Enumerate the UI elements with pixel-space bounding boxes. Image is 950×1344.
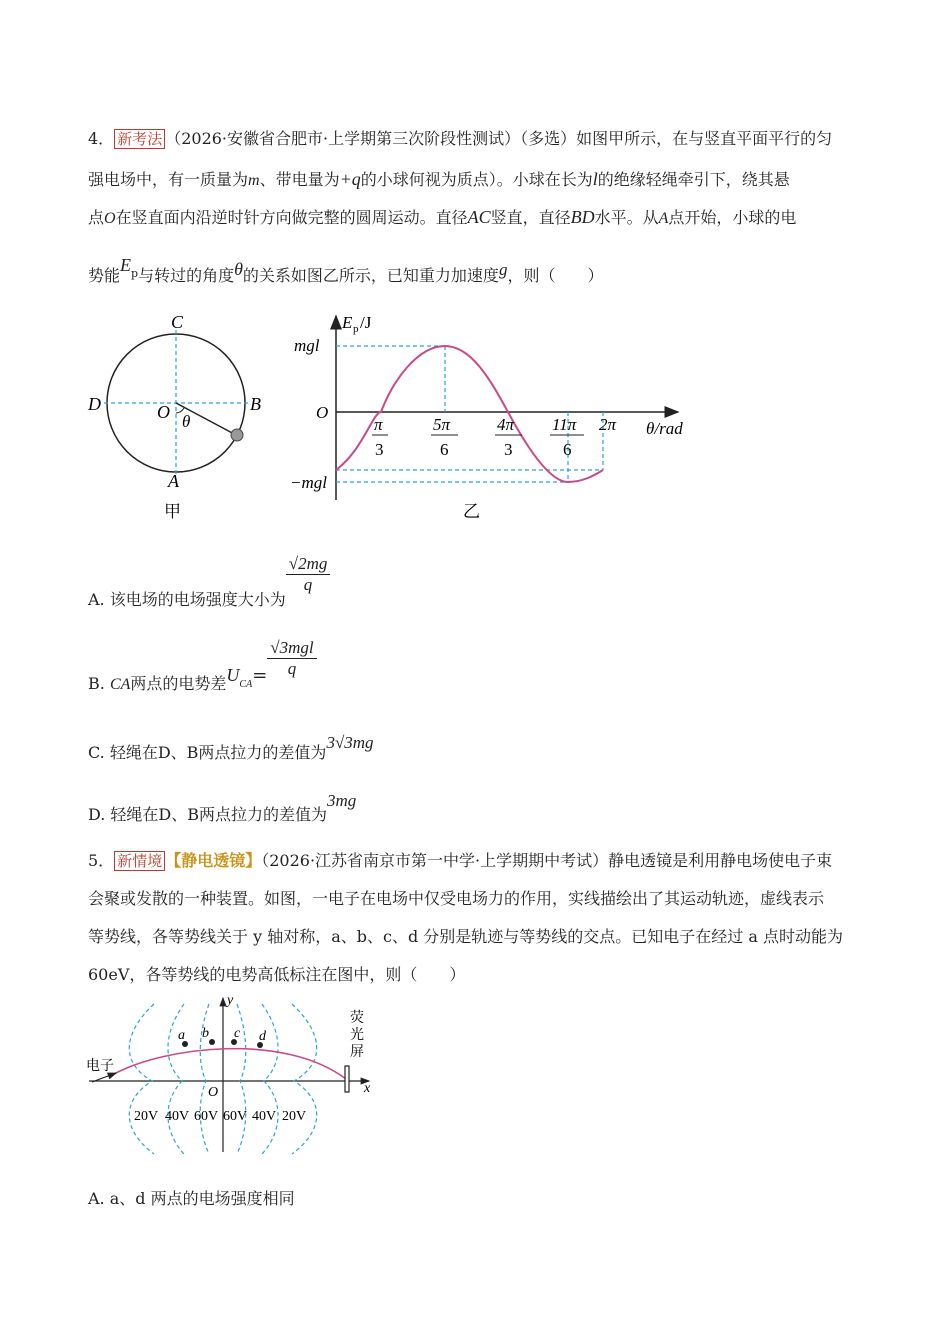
label-mgl: mgl xyxy=(294,336,320,355)
volt-6: 20V xyxy=(282,1109,307,1124)
q4-option-a-text: A. 该电场的电场强度大小为 xyxy=(88,590,286,609)
q4-text4d: ，则（ ） xyxy=(507,266,604,285)
point-c: c xyxy=(234,1026,241,1041)
var-theta: θ xyxy=(234,259,243,279)
point-a: a xyxy=(178,1028,185,1043)
label-electron: 电子 xyxy=(86,1059,114,1074)
q4-text3d: 水平。从 xyxy=(594,208,659,227)
q4-tag: 新考法 xyxy=(114,129,165,149)
ylabel: E xyxy=(342,313,353,332)
label-A: A xyxy=(168,471,179,491)
q5-text1: （2026·江苏省南京市第一中学·上学期期中考试）静电透镜是利用静电场使电子束 xyxy=(261,851,833,870)
q4-option-b xyxy=(88,638,317,693)
point-b: b xyxy=(202,1026,209,1041)
tick-1-den: 3 xyxy=(375,440,384,459)
ylabel-sub: p xyxy=(353,323,359,335)
tick-1 xyxy=(372,415,388,459)
q4-option-d xyxy=(88,788,357,824)
point-d: d xyxy=(259,1029,266,1044)
q5-topic: 【静电透镜】 xyxy=(165,851,262,870)
q5-line4: 60eV，各等势线的电势高低标注在图中，则（ ） xyxy=(88,965,466,984)
var-BD: BD xyxy=(570,207,595,227)
tick-3-num: 4π xyxy=(497,415,515,434)
q4-option-b-den: q xyxy=(287,659,297,678)
q4-text3b: 在竖直面内沿逆时针方向做完整的圆周运动。直径 xyxy=(115,208,468,227)
volt-1: 20V xyxy=(134,1109,159,1124)
volt-3: 60V xyxy=(194,1109,219,1124)
axis-y: y xyxy=(227,993,234,1008)
q4-text2b: 、带电量为 xyxy=(259,170,340,189)
volt-5: 40V xyxy=(252,1109,277,1124)
q4-text3c: 竖直，直径 xyxy=(490,208,571,227)
q4-text4b: 与转过的角度 xyxy=(138,266,235,285)
q5-number: 5． xyxy=(88,851,115,870)
q4-option-b-frac xyxy=(267,638,316,679)
var-Ep: E xyxy=(120,255,132,275)
q4-option-a xyxy=(88,554,330,609)
q4-option-a-den: q xyxy=(303,575,313,594)
tick-2pi: 2π xyxy=(599,415,617,434)
q5-line1 xyxy=(88,850,832,872)
q4-text1: （2026·安徽省合肥市·上学期第三次阶段性测试）（多选）如图甲所示，在与竖直平面平行的匀 xyxy=(165,129,833,148)
label-B: B xyxy=(250,394,261,414)
q4-line1 xyxy=(88,128,832,150)
q4-option-b-text: 两点的电势差 xyxy=(130,674,227,693)
var-m: m xyxy=(248,172,260,189)
q4-option-c-val: 3√3mg xyxy=(326,733,374,752)
label-D: D xyxy=(88,394,101,414)
q4-text3a: 点 xyxy=(88,208,105,227)
var-O: O xyxy=(104,210,116,227)
q4-option-c xyxy=(88,730,374,762)
tick-4 xyxy=(550,415,584,459)
label-neg-mgl: −mgl xyxy=(290,473,327,492)
q5-line3: 等势线，各等势线关于 y 轴对称，a、b、c、d 分别是轨迹与等势线的交点。已知电子在经过 a 点时动能为 xyxy=(88,927,843,946)
var-Ep-sub: p xyxy=(131,267,139,280)
tick-2 xyxy=(431,415,458,459)
q5-option-a: A. a、d 两点的电场强度相同 xyxy=(88,1189,295,1208)
q4-option-b-prefix: B. xyxy=(88,674,110,693)
tick-4-den: 6 xyxy=(563,440,572,459)
label-zero: O xyxy=(316,403,329,422)
q4-text4c: 的关系如图乙所示，已知重力加速度 xyxy=(242,266,499,285)
label-O: O xyxy=(157,402,170,422)
var-plusq: +q xyxy=(339,169,361,189)
label-C: C xyxy=(171,312,184,332)
tick-3 xyxy=(495,415,522,459)
label-screen-2: 光 xyxy=(350,1028,364,1043)
q4-option-b-eq: = xyxy=(252,665,268,686)
q4-option-d-val: 3mg xyxy=(327,791,357,810)
figure-lens xyxy=(84,992,384,1164)
var-l: l xyxy=(592,169,598,189)
tick-1-num: π xyxy=(374,415,383,434)
figure-jia xyxy=(80,310,270,525)
q5-line2: 会聚或发散的一种装置。如图，一电子在电场中仅受电场力的作用，实线描绘出了其运动轨迹，虚线表示 xyxy=(88,889,825,908)
figure-yi xyxy=(288,310,698,525)
volt-4: 60V xyxy=(223,1109,248,1124)
q4-text2d: 的绝缘轻绳牵引下，绕其悬 xyxy=(597,170,790,189)
caption-yi: 乙 xyxy=(463,502,480,521)
tick-4-num: 11π xyxy=(552,415,577,434)
tick-2-num: 5π xyxy=(433,415,451,434)
var-A: A xyxy=(658,210,669,227)
label-screen-1: 荧 xyxy=(350,1011,364,1026)
label-theta: θ xyxy=(182,412,191,431)
q4-option-b-ca: CA xyxy=(109,676,131,693)
label-screen-3: 屏 xyxy=(350,1045,364,1060)
q4-option-a-frac xyxy=(286,554,331,595)
var-AC: AC xyxy=(467,207,491,227)
q4-text2c: 的小球何视为质点）。小球在长为 xyxy=(360,170,593,189)
tick-3-den: 3 xyxy=(504,440,513,459)
q4-text4a: 势能 xyxy=(88,266,121,285)
q4-option-b-U: U xyxy=(226,665,240,685)
tick-2-den: 6 xyxy=(440,440,449,459)
volt-2: 40V xyxy=(165,1109,190,1124)
q4-option-b-num: √3mgl xyxy=(267,638,316,659)
var-g: g xyxy=(498,260,508,279)
q4-text3e: 点开始，小球的电 xyxy=(668,208,797,227)
axis-x: x xyxy=(364,1081,371,1096)
q4-option-a-num: √2mg xyxy=(286,554,331,575)
q5-tag: 新情境 xyxy=(114,851,165,871)
origin-O: O xyxy=(208,1085,219,1100)
q4-number: 4． xyxy=(88,129,115,148)
caption-jia: 甲 xyxy=(164,502,181,521)
q4-option-b-Usub: CA xyxy=(239,679,253,690)
q4-line4 xyxy=(88,255,604,289)
q4-text2a: 强电场中，有一质量为 xyxy=(88,170,249,189)
q4-line3 xyxy=(88,206,796,230)
q4-option-d-text: D. 轻绳在D、B两点拉力的差值为 xyxy=(88,805,328,824)
xlabel: θ/rad xyxy=(646,419,683,438)
ylabel-unit: /J xyxy=(360,313,372,332)
q4-line2 xyxy=(88,168,790,192)
q4-option-c-text: C. 轻绳在D、B两点拉力的差值为 xyxy=(88,743,327,762)
